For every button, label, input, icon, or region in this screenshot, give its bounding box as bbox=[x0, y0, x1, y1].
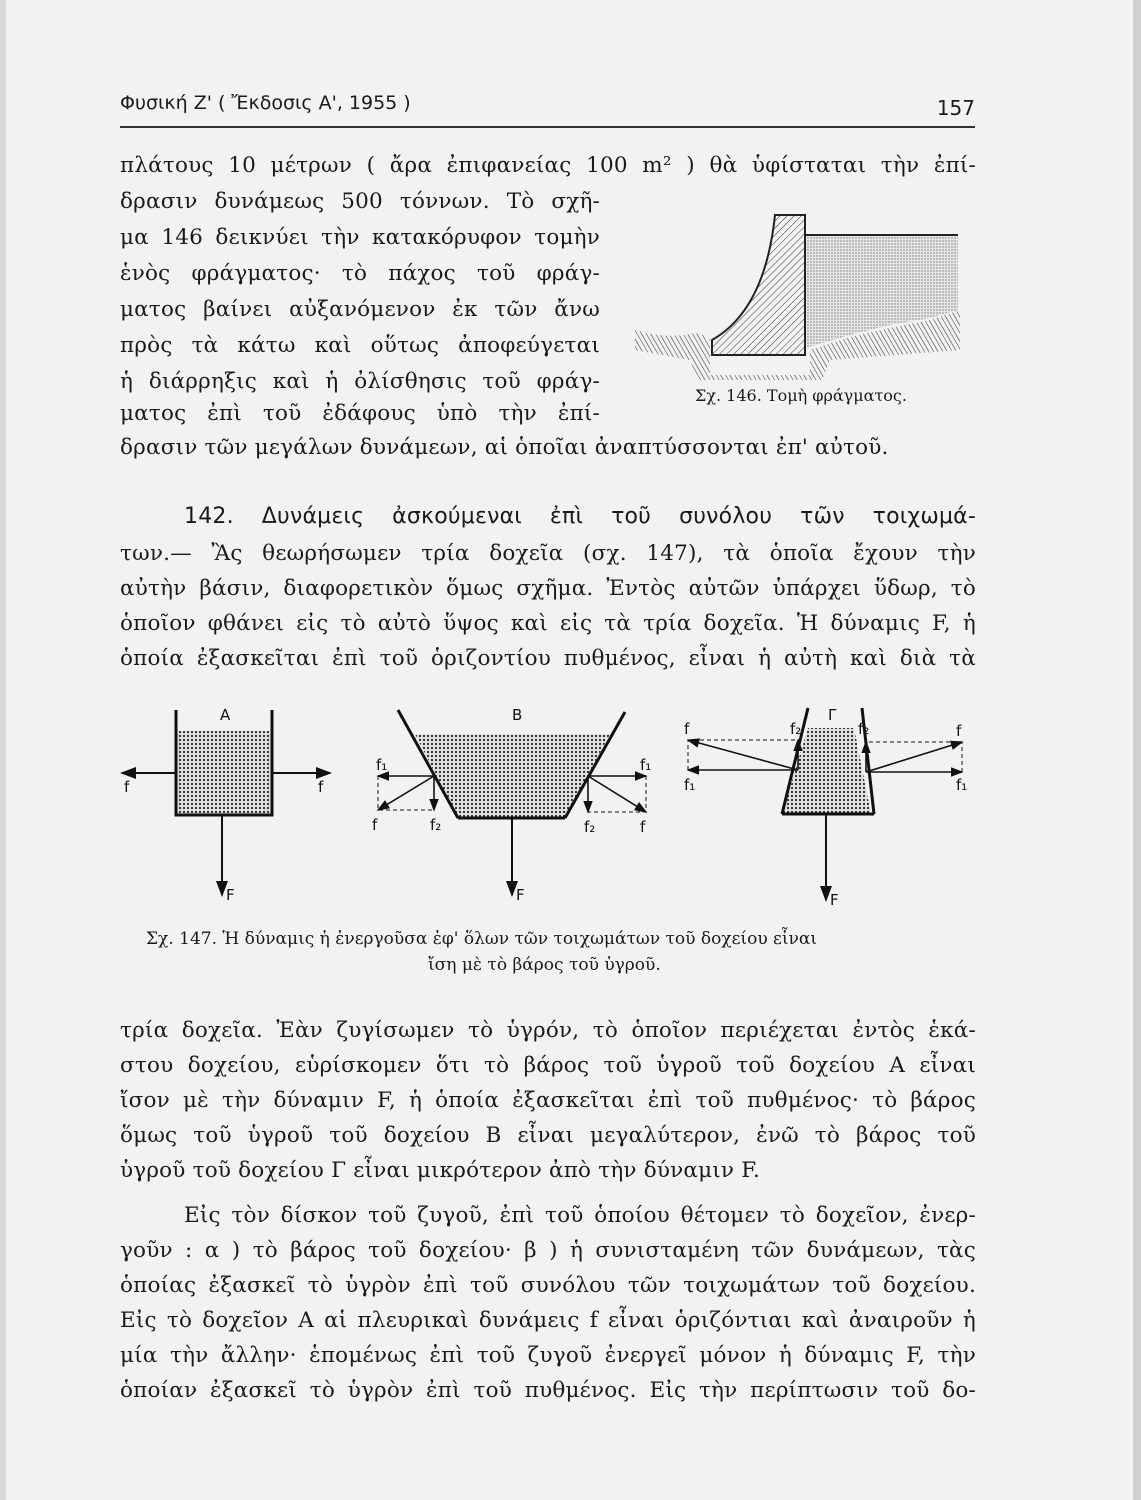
text-line: δρασιν δυνάμεως 500 τόννων. Τὸ σχῆ- bbox=[120, 189, 600, 214]
section-heading: 142. Δυνάμεις ἀσκούμεναι ἐπὶ τοῦ συνόλου τῶν τοιχωμά- bbox=[184, 504, 976, 529]
text-line: γοῦν : α ) τὸ βάρος τοῦ δοχείου· β ) ἡ συνισταμένη τῶν δυνάμεων, τὰς bbox=[120, 1238, 976, 1263]
text-line: Εἰς τὸ δοχεῖον Α αἱ πλευρικαὶ δυνάμεις f εἶναι ὁριζόντιαι καὶ ἀναιροῦν ἡ bbox=[120, 1308, 976, 1333]
svg-text:f₁: f₁ bbox=[376, 756, 388, 774]
text-line: ὁποίαν ἐξασκεῖ τὸ ὑγρὸν ἐπὶ τοῦ πυθμένος. Εἰς τὴν περίπτωσιν τοῦ δο- bbox=[120, 1378, 976, 1403]
text-line: μία τὴν ἄλλην· ἑπομένως ἐπὶ τοῦ ζυγοῦ ἐνεργεῖ μόνον ἡ δύναμις F, τὴν bbox=[120, 1343, 976, 1368]
svg-text:F: F bbox=[516, 886, 525, 904]
text-line: ὑγροῦ τοῦ δοχείου Γ εἶναι μικρότερον ἀπὸ τὴν δύναμιν F. bbox=[120, 1158, 761, 1183]
text-line: ὅμως τοῦ ὑγροῦ τοῦ δοχείου Β εἶναι μεγαλύτερον, ἐνῶ τὸ βάρος τοῦ bbox=[120, 1123, 976, 1148]
svg-text:f: f bbox=[318, 778, 324, 796]
page-number: 157 bbox=[936, 96, 975, 120]
text-line: στου δοχείου, εὑρίσκομεν ὅτι τὸ βάρος τοῦ ὑγροῦ τοῦ δοχείου Α εἶναι bbox=[120, 1053, 976, 1078]
figure-146-caption: Σχ. 146. Τομὴ φράγματος. bbox=[695, 386, 907, 405]
figure-147-three-vessels bbox=[110, 690, 980, 910]
vessel-gamma bbox=[684, 706, 967, 909]
svg-text:F: F bbox=[226, 886, 235, 904]
figure-146-dam-section bbox=[630, 210, 970, 380]
svg-text:f₂: f₂ bbox=[430, 816, 442, 834]
text-line: Εἰς τὸν δίσκον τοῦ ζυγοῦ, ἐπὶ τοῦ ὁποίου θέτομεν τὸ δοχεῖον, ἐνερ- bbox=[184, 1203, 976, 1228]
text-line: πρὸς τὰ κάτω καὶ οὕτως ἀποφεύγεται bbox=[120, 333, 600, 358]
text-line: μα 146 δεικνύει τὴν κατακόρυφον τομὴν bbox=[120, 225, 600, 250]
svg-text:f: f bbox=[956, 722, 962, 740]
svg-text:F: F bbox=[830, 891, 839, 909]
text-line: ὁποία ἐξασκεῖται ἐπὶ τοῦ ὁριζοντίου πυθμένος, εἶναι ἡ αὐτὴ καὶ διὰ τὰ bbox=[120, 646, 976, 671]
text-line: ἑνὸς φράγματος· τὸ πάχος τοῦ φράγ- bbox=[120, 261, 600, 286]
text-line: ἴσον μὲ τὴν δύναμιν F, ἡ ὁποία ἐξασκεῖται ἐπὶ τοῦ πυθμένος· τὸ βάρος bbox=[120, 1088, 976, 1113]
text-line: ματος ἐπὶ τοῦ ἐδάφους ὑπὸ τὴν ἐπί- bbox=[120, 401, 600, 426]
svg-text:f: f bbox=[640, 818, 646, 836]
running-head-title: Φυσική Ζ' ( Ἔκδοσις Α', 1955 ) bbox=[120, 92, 411, 114]
text-line: ματος βαίνει αὐξανόμενον ἐκ τῶν ἄνω bbox=[120, 297, 600, 322]
text-line: ἡ διάρρηξις καὶ ἡ ὀλίσθησις τοῦ φράγ- bbox=[120, 369, 600, 394]
vessel-b bbox=[372, 706, 651, 904]
svg-text:f₂: f₂ bbox=[790, 720, 802, 738]
text-line: των.— Ἂς θεωρήσωμεν τρία δοχεῖα (σχ. 147), τὰ ὁποῖα ἔχουν τὴν bbox=[120, 541, 976, 566]
vessel-a bbox=[122, 706, 330, 904]
running-head bbox=[120, 90, 975, 128]
svg-text:Α: Α bbox=[220, 706, 231, 724]
page-edge-left bbox=[0, 0, 6, 1500]
figure-147-caption-line1: Σχ. 147. Ἡ δύναμις ἡ ἐνεργοῦσα ἐφ' ὅλων τῶν τοιχωμάτων τοῦ δοχείου εἶναι bbox=[146, 929, 818, 949]
text-line: δρασιν τῶν μεγάλων δυνάμεων, αἱ ὁποῖαι ἀναπτύσσονται ἐπ' αὐτοῦ. bbox=[120, 435, 889, 460]
svg-text:Β: Β bbox=[512, 706, 523, 724]
text-line: ὁποίας ἐξασκεῖ τὸ ὑγρὸν ἐπὶ τοῦ συνόλου τῶν τοιχωμάτων τοῦ δοχείου. bbox=[120, 1273, 976, 1298]
svg-text:Γ: Γ bbox=[828, 706, 837, 724]
svg-text:f: f bbox=[124, 778, 130, 796]
svg-text:f: f bbox=[372, 816, 378, 834]
svg-text:f: f bbox=[684, 720, 690, 738]
text-line: αὐτὴν βάσιν, διαφορετικὸν ὅμως σχῆμα. Ἐντὸς αὐτῶν ὑπάρχει ὕδωρ, τὸ bbox=[120, 576, 976, 601]
figure-147-caption-line2: ἴση μὲ τὸ βάρος τοῦ ὑγροῦ. bbox=[428, 955, 661, 975]
svg-text:f₁: f₁ bbox=[640, 756, 652, 774]
page-edge-right bbox=[1133, 0, 1141, 1500]
svg-text:f₁: f₁ bbox=[956, 776, 968, 794]
text-line: πλάτους 10 μέτρων ( ἄρα ἐπιφανείας 100 m² ) θὰ ὑφίσταται τὴν ἐπί- bbox=[120, 153, 976, 178]
svg-text:f₁: f₁ bbox=[684, 776, 696, 794]
svg-text:f₂: f₂ bbox=[584, 818, 596, 836]
text-line: τρία δοχεῖα. Ἐὰν ζυγίσωμεν τὸ ὑγρόν, τὸ ὁποῖον περιέχεται ἐντὸς ἑκά- bbox=[120, 1018, 976, 1043]
svg-text:f₂: f₂ bbox=[858, 720, 870, 738]
text-line: ὁποῖον φθάνει εἰς τὸ αὐτὸ ὕψος καὶ εἰς τὰ τρία δοχεῖα. Ἡ δύναμις F, ἡ bbox=[120, 611, 976, 636]
